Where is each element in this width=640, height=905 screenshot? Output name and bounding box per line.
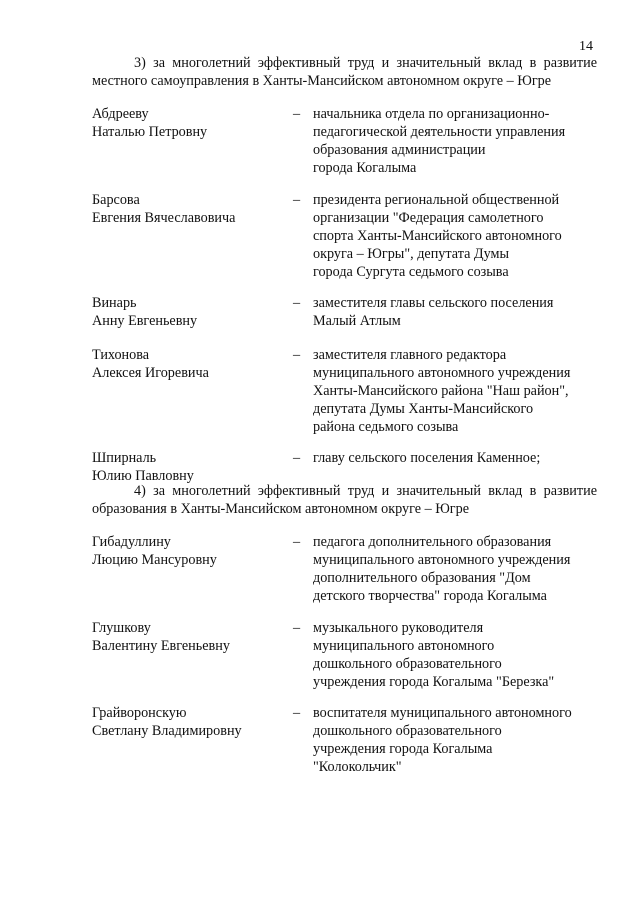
description-line: заместителя главы сельского поселения xyxy=(313,295,554,311)
position-description xyxy=(313,105,608,177)
dash: – xyxy=(293,106,301,122)
page-number: 14 xyxy=(579,39,593,54)
position-description xyxy=(313,449,608,467)
description-line: муниципального автономного учреждения xyxy=(313,365,571,381)
section-heading-line: 3) за многолетний эффективный труд и значительный вклад в развитие xyxy=(134,55,597,71)
dash: – xyxy=(293,534,301,550)
section-heading-line: местного самоуправления в Ханты-Мансийском автономном округе – Югре xyxy=(92,72,552,89)
dash: – xyxy=(293,347,301,363)
description-line: учреждения города Когалыма "Березка" xyxy=(313,674,555,690)
position-description xyxy=(313,346,608,436)
given-names: Люцию Мансуровну xyxy=(92,552,217,568)
description-line: депутата Думы Ханты-Мансийского xyxy=(313,401,534,417)
description-line: дополнительного образования "Дом xyxy=(313,570,531,586)
given-names: Светлану Владимировну xyxy=(92,723,242,739)
position-description xyxy=(313,533,608,605)
description-line: округа – Югры", депутата Думы xyxy=(313,246,510,262)
dash: – xyxy=(293,295,301,311)
section-heading-3 xyxy=(92,55,597,90)
recipient-name xyxy=(92,704,287,740)
description-line: главу сельского поселения Каменное; xyxy=(313,450,541,466)
recipient-name xyxy=(92,449,287,485)
recipient-name xyxy=(92,105,287,141)
section-heading-line: 4) за многолетний эффективный труд и значительный вклад в развитие xyxy=(134,483,597,499)
surname: Грайворонскую xyxy=(92,705,187,721)
description-line: города Когалыма xyxy=(313,160,417,176)
position-description xyxy=(313,191,608,281)
recipient-name xyxy=(92,533,287,569)
description-line: Малый Атлым xyxy=(313,313,401,329)
given-names: Наталью Петровну xyxy=(92,124,208,140)
description-line: спорта Ханты-Мансийского автономного xyxy=(313,228,562,244)
description-line: начальника отдела по организационно- xyxy=(313,106,550,122)
description-line: района седьмого созыва xyxy=(313,419,459,435)
description-line: города Сургута седьмого созыва xyxy=(313,264,509,280)
description-line: муниципального автономного учреждения xyxy=(313,552,571,568)
given-names: Юлию Павловну xyxy=(92,468,194,484)
description-line: муниципального автономного xyxy=(313,638,495,654)
description-line: детского творчества" города Когалыма xyxy=(313,588,547,604)
recipient-name xyxy=(92,346,287,382)
surname: Глушкову xyxy=(92,620,151,636)
position-description xyxy=(313,294,608,330)
recipient-name xyxy=(92,294,287,330)
description-line: воспитателя муниципального автономного xyxy=(313,705,572,721)
given-names: Анну Евгеньевну xyxy=(92,313,198,329)
surname: Гибадуллину xyxy=(92,534,171,550)
recipient-name xyxy=(92,619,287,655)
description-line: организации "Федерация самолетного xyxy=(313,210,544,226)
description-line: Ханты-Мансийского района "Наш район", xyxy=(313,383,569,399)
surname: Шпирналь xyxy=(92,450,157,466)
description-line: учреждения города Когалыма xyxy=(313,741,493,757)
description-line: педагогической деятельности управления xyxy=(313,124,566,140)
position-description xyxy=(313,619,608,691)
surname: Абдрееву xyxy=(92,106,149,122)
surname: Тихонова xyxy=(92,347,150,363)
dash: – xyxy=(293,450,301,466)
dash: – xyxy=(293,620,301,636)
given-names: Алексея Игоревича xyxy=(92,365,209,381)
section-heading-line: образования в Ханты-Мансийском автономном округе – Югре xyxy=(92,500,470,517)
description-line: дошкольного образовательного xyxy=(313,656,502,672)
section-heading-4 xyxy=(92,483,597,518)
position-description xyxy=(313,704,608,776)
description-line: образования администрации xyxy=(313,142,486,158)
description-line: "Колокольчик" xyxy=(313,759,402,775)
given-names: Валентину Евгеньевну xyxy=(92,638,230,654)
dash: – xyxy=(293,705,301,721)
description-line: дошкольного образовательного xyxy=(313,723,502,739)
description-line: музыкального руководителя xyxy=(313,620,484,636)
recipient-name xyxy=(92,191,287,227)
description-line: заместителя главного редактора xyxy=(313,347,507,363)
description-line: педагога дополнительного образования xyxy=(313,534,552,550)
dash: – xyxy=(293,192,301,208)
description-line: президента региональной общественной xyxy=(313,192,560,208)
surname: Барсова xyxy=(92,192,140,208)
given-names: Евгения Вячеславовича xyxy=(92,210,236,226)
surname: Винарь xyxy=(92,295,137,311)
